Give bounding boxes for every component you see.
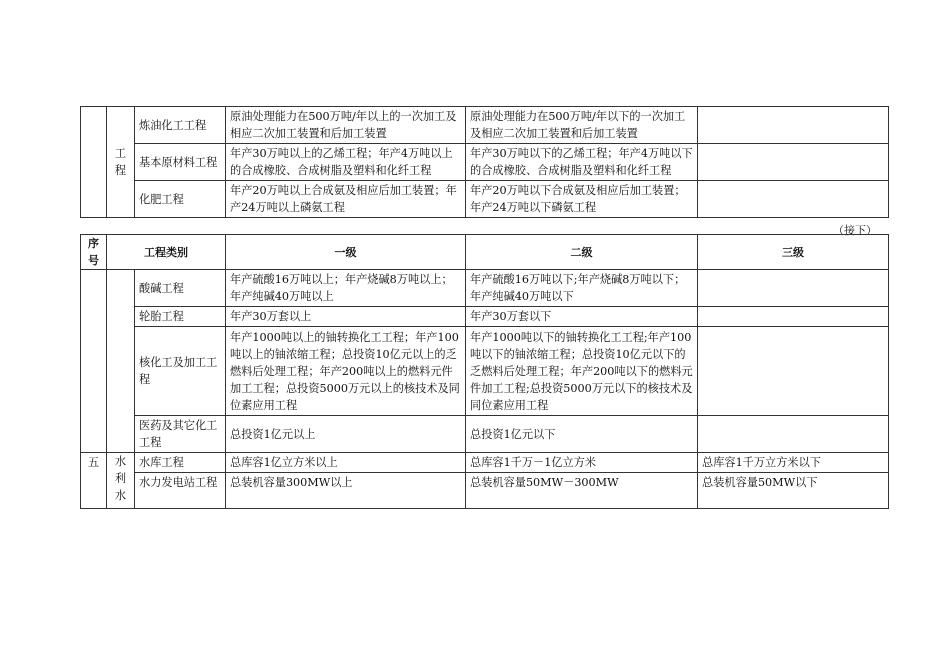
category-name: 酸碱工程 [135,270,226,307]
table-row [81,416,889,453]
table-row [81,453,889,473]
category-name: 医药及其它化工工程 [135,416,226,453]
level1-cell: 年产20万吨以上合成氨及相应后加工装置；年产24万吨以上磷氨工程 [226,181,466,218]
category-name: 炼油化工工程 [135,107,226,144]
level2-cell: 年产30万套以下 [466,307,698,327]
continued-note: （接下） [833,224,877,237]
level2-cell: 总投资1亿元以下 [466,416,698,453]
level2-cell: 总装机容量50MW－300MW [466,473,698,509]
level1-cell: 年产30万套以上 [226,307,466,327]
header-category: 工程类别 [107,235,226,270]
level1-cell: 原油处理能力在500万吨/年以上的一次加工及相应二次加工装置和后加工装置 [226,107,466,144]
category-name: 轮胎工程 [135,307,226,327]
header-level2: 二级 [466,235,698,270]
level1-cell: 总装机容量300MW以上 [226,473,466,509]
level2-cell: 总库容1千万－1亿立方米 [466,453,698,473]
seq-cell [81,270,107,453]
group-cell [107,270,135,453]
table-row [81,327,889,416]
level3-cell: 总装机容量50MW以下 [698,473,889,509]
header-row [81,235,889,270]
table-row [81,270,889,307]
table-row [81,307,889,327]
level1-cell: 年产硫酸16万吨以上；年产烧碱8万吨以上；年产纯碱40万吨以上 [226,270,466,307]
level3-cell [698,270,889,307]
category-name: 核化工及加工工程 [135,327,226,416]
level2-cell: 年产硫酸16万吨以下;年产烧碱8万吨以下；年产纯碱40万吨以下 [466,270,698,307]
level2-cell: 年产30万吨以下的乙烯工程；年产4万吨以下的合成橡胶、合成树脂及塑料和化纤工程 [466,144,698,181]
level3-cell [698,307,889,327]
level3-cell: 总库容1千万立方米以下 [698,453,889,473]
table-row [81,473,889,509]
main-table [80,234,889,509]
level1-cell: 总库容1亿立方米以上 [226,453,466,473]
header-level1: 一级 [226,235,466,270]
seq-number: 五 [81,453,107,509]
group-label: 工程 [107,107,135,218]
level3-cell [698,327,889,416]
level1-cell: 年产1000吨以上的铀转换化工工程；年产100吨以上的铀浓缩工程；总投资10亿元以上的乏燃料后处理工程；年产200吨以上的燃料元件加工工程；总投资5000万元以上的核技术及同位素应用工程 [226,327,466,416]
category-name: 基本原材料工程 [135,144,226,181]
category-name: 水库工程 [135,453,226,473]
seq-cell [81,107,107,218]
top-table [80,106,889,218]
level1-cell: 总投资1亿元以上 [226,416,466,453]
level2-cell: 年产1000吨以下的铀转换化工工程;年产100吨以下的铀浓缩工程；总投资10亿元以下的乏燃料后处理工程；年产200吨以下的燃料元件加工工程;总投资5000万元以下的核技术及同位素应用工程 [466,327,698,416]
level1-cell: 年产30万吨以上的乙烯工程；年产4万吨以上的合成橡胶、合成树脂及塑料和化纤工程 [226,144,466,181]
level3-cell [698,416,889,453]
category-name: 化肥工程 [135,181,226,218]
level3-cell [698,181,889,218]
level3-cell [698,144,889,181]
level2-cell: 原油处理能力在500万吨/年以下的一次加工及相应二次加工装置和后加工装置 [466,107,698,144]
level2-cell: 年产20万吨以下合成氨及相应后加工装置；年产24万吨以下磷氨工程 [466,181,698,218]
header-seq: 序号 [81,235,107,270]
group-label: 水利水 [107,453,135,509]
header-level3: 三级 [698,235,889,270]
level3-cell [698,107,889,144]
category-name: 水力发电站工程 [135,473,226,509]
